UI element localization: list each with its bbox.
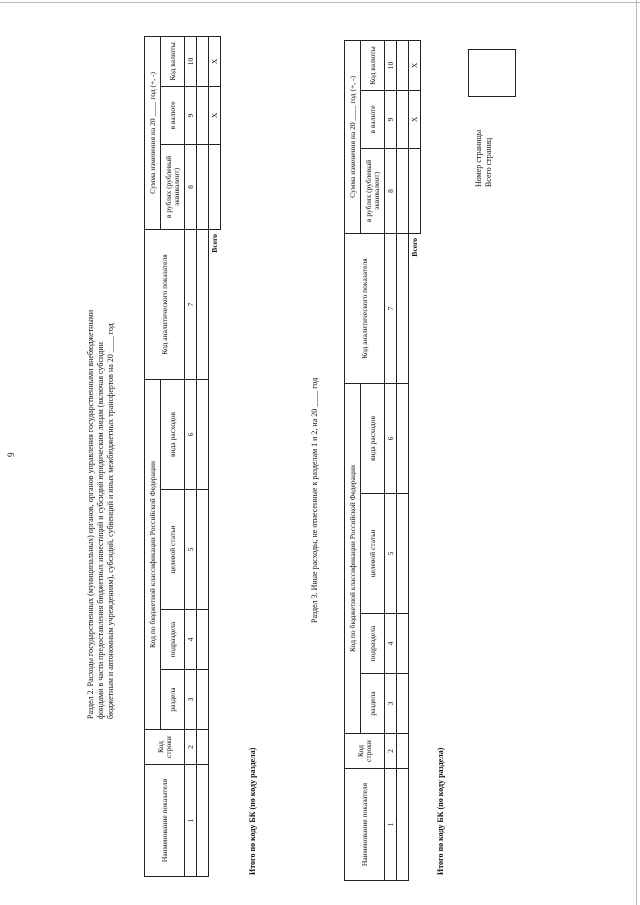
col-analytic-code-header: Код аналитического показателя [145,229,185,379]
empty-cell[interactable] [397,40,409,90]
col-number: 3 [385,674,397,734]
section2-title-line3: бюджетным и автономным учреждениям), субсидий, субвенций и иных межбюджетных трансфертов на 20 ____ год [106,323,115,719]
col-analytic-code-header: Код аналитического показателя [345,233,385,383]
section3-subtotal-label: Итого по коду БК (по коду раздела) [436,747,445,875]
col-number: 1 [185,765,197,877]
col-number: 4 [385,614,397,674]
col-change-sum-header: Сумма изменения на 20 ____ год (+, -) [145,36,161,229]
col-expense-type-header: вида расходов [361,383,385,493]
col-change-sum-header: Сумма изменения на 20 ____ год (+, -) [345,40,361,233]
empty-cell[interactable] [397,769,409,881]
col-target-item-header: целевой статьи [161,490,185,610]
col-number: 6 [385,383,397,493]
empty-cell[interactable] [397,233,409,383]
empty-cell[interactable] [397,734,409,769]
col-number: 2 [385,734,397,769]
col-name-header: Наименование показателя [145,765,185,877]
empty-cell[interactable] [397,148,409,233]
empty-cell[interactable] [197,610,209,670]
empty-cell[interactable] [197,670,209,730]
empty-cell[interactable] [197,36,209,86]
page-number-box[interactable] [468,49,516,97]
empty-cell[interactable] [397,614,409,674]
empty-cell[interactable] [197,229,209,379]
col-number: 3 [185,670,197,730]
col-number: 1 [385,769,397,881]
col-number: 9 [385,90,397,148]
col-currency-header: в валюте [361,90,385,148]
total-pages-label: Всего страниц [484,137,493,187]
empty-cell[interactable] [397,90,409,148]
col-section-header: раздела [161,670,185,730]
col-currency-code-header: Код валюты [361,40,385,90]
col-bk-code-header: Код по бюджетной классификации Российской Федерации [345,383,361,733]
empty-cell[interactable] [197,730,209,765]
empty-cell[interactable] [197,490,209,610]
col-expense-type-header: вида расходов [161,379,185,489]
col-bk-code-header: Код по бюджетной классификации Российской Федерации [145,379,161,729]
col-number: 8 [385,148,397,233]
section3-table [344,40,421,881]
section2-title-line2: фондами в части предоставления бюджетных инвестиций и субсидий юридическим лицам (включая субсидии [96,342,105,719]
empty-cell[interactable] [197,144,209,229]
section3-total-label: Всего [409,237,419,257]
col-number: 5 [185,490,197,610]
empty-cell[interactable] [197,379,209,489]
col-number: 10 [385,40,397,90]
section3-title: Раздел 3. Иные расходы, не отнесенные к разделам 1 и 2, на 20 ____ год [310,377,319,623]
page-number: 9 [6,452,16,457]
section2-table [144,36,221,877]
empty-cell[interactable] [409,148,421,233]
section2-title-line1: Раздел 2. Расходы государственных (муниципальных) органов, органов управления государственными внебюджетными [86,309,95,719]
section2-total-label: Всего [209,233,219,253]
empty-cell[interactable] [197,765,209,877]
empty-cell[interactable] [397,494,409,614]
x-mark: X [209,36,221,86]
col-name-header: Наименование показателя [345,769,385,881]
empty-cell[interactable] [397,383,409,493]
col-line-code-header: Код строки [345,734,385,769]
empty-cell[interactable] [209,144,221,229]
empty-cell[interactable] [397,674,409,734]
col-rub-header: в рублях (рублевый эквивалент) [161,144,185,229]
col-number: 5 [385,494,397,614]
col-line-code-header: Код строки [145,730,185,765]
col-number: 7 [185,229,197,379]
col-subsection-header: подраздела [161,610,185,670]
col-section-header: раздела [361,674,385,734]
col-number: 9 [185,86,197,144]
x-mark: X [409,90,421,148]
page-number-label: Номер страницы [474,129,483,187]
col-number: 6 [185,379,197,489]
col-subsection-header: подраздела [361,614,385,674]
col-target-item-header: целевой статьи [361,494,385,614]
col-number: 4 [185,610,197,670]
x-mark: X [209,86,221,144]
col-number: 7 [385,233,397,383]
col-number: 8 [185,144,197,229]
x-mark: X [409,40,421,90]
empty-cell[interactable] [197,86,209,144]
col-currency-header: в валюте [161,86,185,144]
section2-subtotal-label: Итого по коду БК (по коду раздела) [248,747,257,875]
col-number: 10 [185,36,197,86]
col-currency-code-header: Код валюты [161,36,185,86]
col-number: 2 [185,730,197,765]
col-rub-header: в рублях (рублевый эквивалент) [361,148,385,233]
